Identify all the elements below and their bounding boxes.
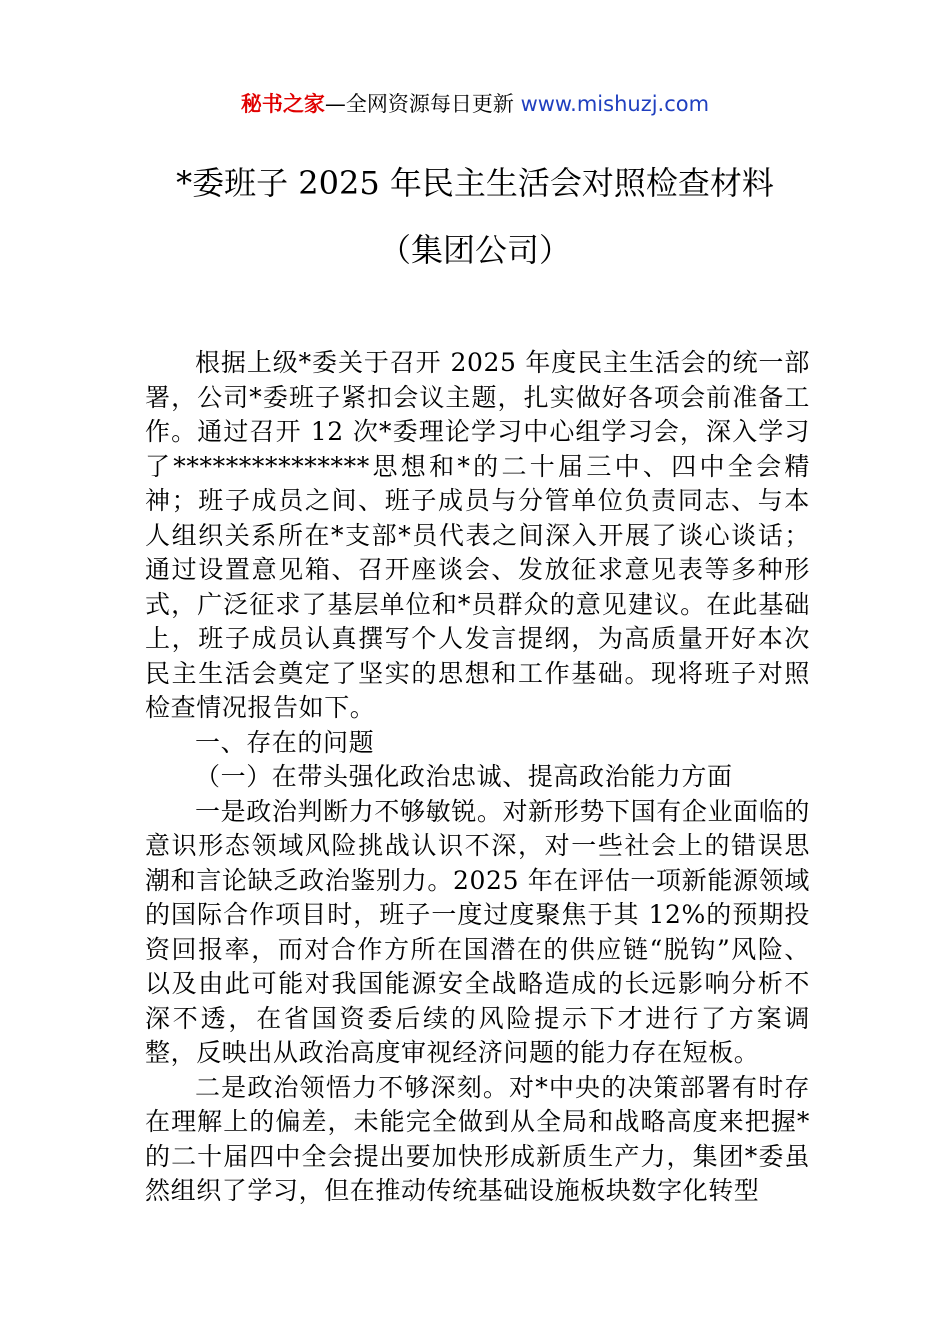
site-url-link[interactable]: www.mishuzj.com bbox=[520, 92, 710, 116]
header-tagline: —全网资源每日更新 bbox=[324, 92, 521, 116]
brand-name: 秘书之家 bbox=[240, 92, 325, 116]
section-heading: 一、存在的问题 bbox=[195, 727, 375, 757]
document-body bbox=[145, 346, 810, 1209]
subsection-heading: （一）在带头强化政治忠诚、提高政治能力方面 bbox=[195, 762, 733, 791]
document-subtitle: （集团公司） bbox=[378, 231, 571, 269]
site-header bbox=[0, 88, 950, 120]
body-paragraph: 二是政治领悟力不够深刻。对*中央的决策部署有时存在理解上的偏差，未能完全做到从全局和战略高度来把握*的二十届四中全会提出要加快形成新质生产力，集团*委虽然组织了学习，但在推动传统基础设施板块数字化转型 bbox=[145, 1072, 810, 1205]
intro-paragraph: 根据上级*委关于召开 2025 年度民主生活会的统一部署，公司*委班子紧扣会议主题，扎实做好各项会前准备工作。通过召开 12 次*委理论学习中心组学习会，深入学习了***************思想和*的二十届三中、四中全会精神；班子成员之间、班子成员与分管单位负责同志、与本人组织关系所在*支部*员代表之间深入开展了谈心谈话；通过设置意见箱、召开座谈会、发放征求意见表等多种形式，广泛征求了基层单位和*员群众的意见建议。在此基础上，班子成员认真撰写个人发言提纲，为高质量开好本次民主生活会奠定了坚实的思想和工作基础。现将班子对照检查情况报告如下。 bbox=[145, 348, 810, 722]
body-paragraph: 一是政治判断力不够敏锐。对新形势下国有企业面临的意识形态领域风险挑战认识不深，对一些社会上的错误思潮和言论缺乏政治鉴别力。2025 年在评估一项新能源领域的国际合作项目时，班子一度过度聚焦于其 12%的预期投资回报率，而对合作方所在国潜在的供应链“脱钩”风险、以及由此可能对我国能源安全战略造成的长远影响分析不深不透，在省国资委后续的风险提示下才进行了方案调整，反映出从政治高度审视经济问题的能力存在短板。 bbox=[145, 796, 810, 1067]
document-title: *委班子 2025 年民主生活会对照检查材料 bbox=[176, 164, 774, 202]
